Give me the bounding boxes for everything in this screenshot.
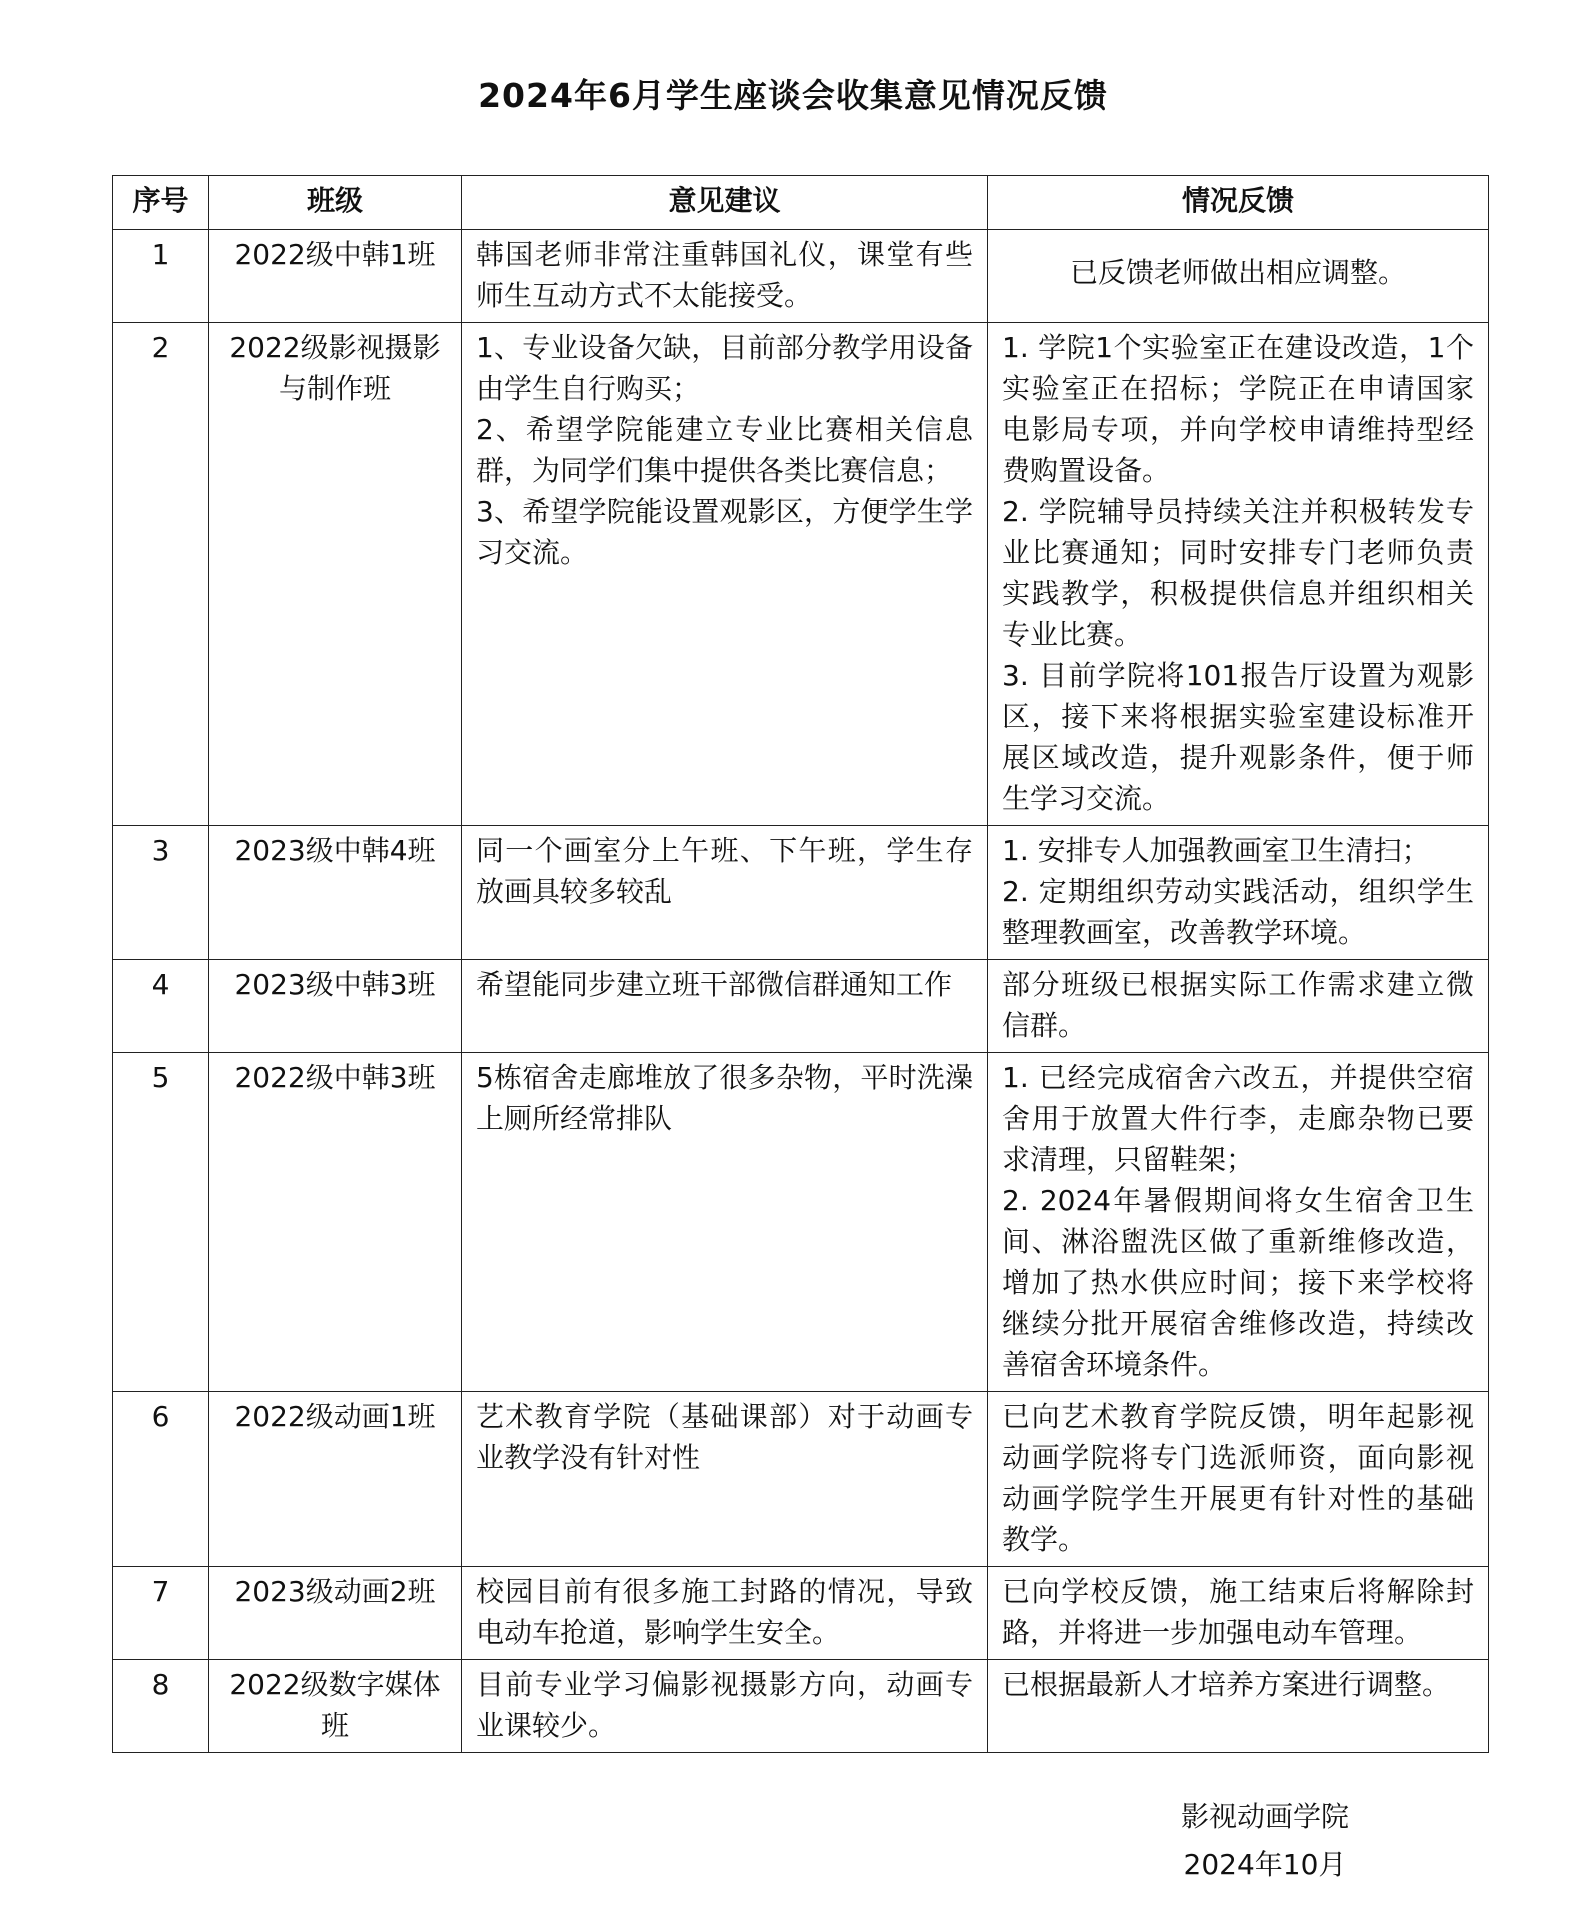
table-row: [113, 960, 1489, 1053]
table-row: [113, 826, 1489, 960]
row-class: 2022级数字媒体班: [209, 1660, 462, 1753]
signature-org: 影视动画学院: [1180, 1800, 1349, 1833]
row-no: 4: [113, 960, 209, 1053]
row-class: 2023级动画2班: [209, 1567, 462, 1660]
feedback-item: 2. 2024年暑假期间将女生宿舍卫生间、淋浴盥洗区做了重新维修改造，增加了热水供应时间；接下来学校将继续分批开展宿舍维修改造，持续改善宿舍环境条件。: [1002, 1184, 1474, 1381]
row-suggestion: 艺术教育学院（基础课部）对于动画专业教学没有针对性: [462, 1392, 988, 1567]
row-feedback: [988, 1053, 1489, 1392]
row-suggestion: 希望能同步建立班干部微信群通知工作: [462, 960, 988, 1053]
feedback-item: 1. 学院1个实验室正在建设改造，1个实验室正在招标；学院正在申请国家电影局专项，并向学校申请维持型经费购置设备。: [1002, 331, 1474, 487]
table-row: [113, 1053, 1489, 1392]
row-no: 6: [113, 1392, 209, 1567]
row-feedback: [988, 960, 1489, 1053]
feedback-item: 已反馈老师做出相应调整。: [1069, 256, 1406, 289]
table-row: [113, 323, 1489, 826]
table-header-row: [113, 176, 1489, 230]
suggestion-item: 3、希望学院能设置观影区，方便学生学习交流。: [476, 495, 973, 569]
table-row: [113, 230, 1489, 323]
suggestion-item: 1、专业设备欠缺，目前部分教学用设备由学生自行购买；: [476, 331, 973, 405]
feedback-item: 已向学校反馈，施工结束后将解除封路，并将进一步加强电动车管理。: [1002, 1575, 1474, 1649]
row-suggestion: 目前专业学习偏影视摄影方向，动画专业课较少。: [462, 1660, 988, 1753]
feedback-item: 1. 安排专人加强教画室卫生清扫；: [1002, 834, 1430, 867]
feedback-item: 1. 已经完成宿舍六改五，并提供空宿舍用于放置大件行李，走廊杂物已要求清理，只留鞋架；: [1002, 1061, 1474, 1176]
row-class: 2022级动画1班: [209, 1392, 462, 1567]
row-feedback: [988, 323, 1489, 826]
row-suggestion: 5栋宿舍走廊堆放了很多杂物，平时洗澡上厕所经常排队: [462, 1053, 988, 1392]
row-class: 2022级中韩3班: [209, 1053, 462, 1392]
row-feedback: [988, 1567, 1489, 1660]
row-suggestion: 同一个画室分上午班、下午班，学生存放画具较多较乱: [462, 826, 988, 960]
row-feedback: [988, 826, 1489, 960]
row-class: 2022级影视摄影与制作班: [209, 323, 462, 826]
feedback-item: 部分班级已根据实际工作需求建立微信群。: [1002, 968, 1474, 1042]
row-suggestion: 韩国老师非常注重韩国礼仪，课堂有些师生互动方式不太能接受。: [462, 230, 988, 323]
feedback-item: 已向艺术教育学院反馈，明年起影视动画学院将专门选派师资，面向影视动画学院学生开展更有针对性的基础教学。: [1002, 1400, 1474, 1556]
row-feedback: [988, 1660, 1489, 1753]
feedback-item: 2. 学院辅导员持续关注并积极转发专业比赛通知；同时安排专门老师负责实践教学，积极提供信息并组织相关专业比赛。: [1002, 495, 1474, 651]
row-no: 2: [113, 323, 209, 826]
row-feedback: [988, 230, 1489, 323]
signature-date: 2024年10月: [1183, 1848, 1347, 1881]
feedback-item: 3. 目前学院将101报告厅设置为观影区，接下来将根据实验室建设标准开展区域改造，提升观影条件，便于师生学习交流。: [1002, 659, 1474, 815]
row-class: 2023级中韩3班: [209, 960, 462, 1053]
row-class: 2022级中韩1班: [209, 230, 462, 323]
table-row: [113, 1392, 1489, 1567]
document-title: 2024年6月学生座谈会收集意见情况反馈: [478, 76, 1108, 115]
row-no: 7: [113, 1567, 209, 1660]
table-row: [113, 1567, 1489, 1660]
header-feedback: 情况反馈: [988, 176, 1489, 230]
feedback-item: 2. 定期组织劳动实践活动，组织学生整理教画室，改善教学环境。: [1002, 875, 1474, 949]
row-feedback: [988, 1392, 1489, 1567]
feedback-item: 已根据最新人才培养方案进行调整。: [1002, 1668, 1451, 1701]
row-no: 3: [113, 826, 209, 960]
row-no: 8: [113, 1660, 209, 1753]
row-no: 5: [113, 1053, 209, 1392]
row-no: 1: [113, 230, 209, 323]
header-class: 班级: [209, 176, 462, 230]
row-suggestion: [462, 323, 988, 826]
header-suggestion: 意见建议: [462, 176, 988, 230]
row-class: 2023级中韩4班: [209, 826, 462, 960]
feedback-table: [112, 175, 1489, 1753]
suggestion-item: 2、希望学院能建立专业比赛相关信息群，为同学们集中提供各类比赛信息；: [476, 413, 973, 487]
header-no: 序号: [113, 176, 209, 230]
table-row: [113, 1660, 1489, 1753]
row-suggestion: 校园目前有很多施工封路的情况，导致电动车抢道，影响学生安全。: [462, 1567, 988, 1660]
